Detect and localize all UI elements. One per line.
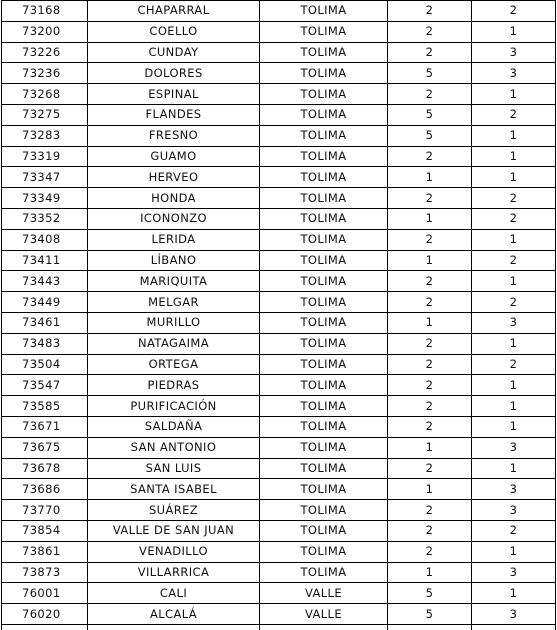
value-cell-col5: 1 xyxy=(472,541,556,562)
municipality-code-cell: 73200 xyxy=(2,21,88,42)
table-row xyxy=(2,604,556,625)
value-cell-col5: 1 xyxy=(472,583,556,604)
value-cell-col4: 5 xyxy=(388,604,472,625)
department-cell: TOLIMA xyxy=(260,312,388,333)
department-cell: TOLIMA xyxy=(260,146,388,167)
department-cell: TOLIMA xyxy=(260,208,388,229)
empty-cell xyxy=(472,624,556,630)
table-row xyxy=(2,312,556,333)
table-row xyxy=(2,84,556,105)
value-cell-col5: 1 xyxy=(472,458,556,479)
table-row xyxy=(2,63,556,84)
municipality-code-cell: 73268 xyxy=(2,84,88,105)
department-cell: TOLIMA xyxy=(260,354,388,375)
value-cell-col4: 5 xyxy=(388,104,472,125)
municipality-code-cell: 73547 xyxy=(2,375,88,396)
municipality-name-cell: CALI xyxy=(88,583,260,604)
value-cell-col5: 3 xyxy=(472,63,556,84)
municipality-code-cell: 73686 xyxy=(2,479,88,500)
value-cell-col5: 3 xyxy=(472,42,556,63)
municipality-code-cell: 73352 xyxy=(2,208,88,229)
municipality-name-cell: MELGAR xyxy=(88,292,260,313)
municipality-code-cell: 73461 xyxy=(2,312,88,333)
department-cell: TOLIMA xyxy=(260,104,388,125)
empty-cell xyxy=(388,624,472,630)
municipality-code-cell: 73349 xyxy=(2,188,88,209)
department-cell: TOLIMA xyxy=(260,229,388,250)
table-row xyxy=(2,229,556,250)
municipality-name-cell: COELLO xyxy=(88,21,260,42)
table-row xyxy=(2,541,556,562)
value-cell-col4: 2 xyxy=(388,42,472,63)
value-cell-col4: 2 xyxy=(388,84,472,105)
value-cell-col5: 2 xyxy=(472,1,556,22)
municipality-name-cell: LÍBANO xyxy=(88,250,260,271)
municipality-code-cell: 73168 xyxy=(2,1,88,22)
value-cell-col5: 3 xyxy=(472,604,556,625)
table-row xyxy=(2,250,556,271)
value-cell-col4: 2 xyxy=(388,292,472,313)
value-cell-col4: 2 xyxy=(388,1,472,22)
municipality-code-cell: 73770 xyxy=(2,500,88,521)
municipality-code-cell: 73675 xyxy=(2,437,88,458)
value-cell-col5: 2 xyxy=(472,208,556,229)
value-cell-col4: 1 xyxy=(388,562,472,583)
municipality-code-cell: 73283 xyxy=(2,125,88,146)
municipality-code-cell: 73226 xyxy=(2,42,88,63)
table-row xyxy=(2,292,556,313)
municipality-name-cell: LERIDA xyxy=(88,229,260,250)
municipality-code-cell: 73504 xyxy=(2,354,88,375)
value-cell-col4: 2 xyxy=(388,541,472,562)
value-cell-col4: 2 xyxy=(388,396,472,417)
value-cell-col4: 2 xyxy=(388,354,472,375)
municipality-name-cell: GUAMO xyxy=(88,146,260,167)
table-row xyxy=(2,333,556,354)
department-cell: VALLE xyxy=(260,604,388,625)
empty-cell xyxy=(260,624,388,630)
table-row xyxy=(2,42,556,63)
municipality-code-cell: 73861 xyxy=(2,541,88,562)
table-row xyxy=(2,375,556,396)
municipality-code-cell: 73483 xyxy=(2,333,88,354)
department-cell: TOLIMA xyxy=(260,188,388,209)
empty-cell xyxy=(88,624,260,630)
table-row xyxy=(2,21,556,42)
table-row xyxy=(2,104,556,125)
table-row xyxy=(2,354,556,375)
municipality-name-cell: SUÁREZ xyxy=(88,500,260,521)
department-cell: TOLIMA xyxy=(260,1,388,22)
department-cell: TOLIMA xyxy=(260,562,388,583)
department-cell: TOLIMA xyxy=(260,42,388,63)
department-cell: TOLIMA xyxy=(260,21,388,42)
value-cell-col4: 2 xyxy=(388,21,472,42)
municipality-name-cell: HONDA xyxy=(88,188,260,209)
table-row xyxy=(2,479,556,500)
department-cell: TOLIMA xyxy=(260,63,388,84)
municipality-name-cell: ALCALÁ xyxy=(88,604,260,625)
value-cell-col4: 2 xyxy=(388,229,472,250)
value-cell-col5: 3 xyxy=(472,562,556,583)
table-row xyxy=(2,437,556,458)
department-cell: TOLIMA xyxy=(260,333,388,354)
value-cell-col5: 2 xyxy=(472,354,556,375)
department-cell: TOLIMA xyxy=(260,416,388,437)
municipality-name-cell: FLANDES xyxy=(88,104,260,125)
table-row xyxy=(2,208,556,229)
municipality-name-cell: ICONONZO xyxy=(88,208,260,229)
municipality-name-cell: CHAPARRAL xyxy=(88,1,260,22)
table-row xyxy=(2,167,556,188)
department-cell: TOLIMA xyxy=(260,396,388,417)
municipality-code-cell: 73236 xyxy=(2,63,88,84)
table-row xyxy=(2,583,556,604)
municipality-name-cell: ORTEGA xyxy=(88,354,260,375)
table-row xyxy=(2,125,556,146)
value-cell-col5: 2 xyxy=(472,188,556,209)
table-body xyxy=(2,1,556,630)
department-cell: VALLE xyxy=(260,583,388,604)
department-cell: TOLIMA xyxy=(260,167,388,188)
value-cell-col5: 3 xyxy=(472,479,556,500)
value-cell-col4: 5 xyxy=(388,63,472,84)
municipality-name-cell: SALDAÑA xyxy=(88,416,260,437)
municipality-table xyxy=(1,0,556,630)
table-row xyxy=(2,458,556,479)
department-cell: TOLIMA xyxy=(260,479,388,500)
value-cell-col5: 2 xyxy=(472,104,556,125)
table-row xyxy=(2,271,556,292)
value-cell-col5: 3 xyxy=(472,312,556,333)
value-cell-col4: 5 xyxy=(388,583,472,604)
department-cell: TOLIMA xyxy=(260,271,388,292)
department-cell: TOLIMA xyxy=(260,520,388,541)
value-cell-col5: 1 xyxy=(472,84,556,105)
table-row xyxy=(2,562,556,583)
value-cell-col5: 2 xyxy=(472,520,556,541)
value-cell-col4: 2 xyxy=(388,500,472,521)
value-cell-col5: 1 xyxy=(472,21,556,42)
municipality-name-cell: SANTA ISABEL xyxy=(88,479,260,500)
value-cell-col4: 1 xyxy=(388,312,472,333)
value-cell-col5: 1 xyxy=(472,146,556,167)
department-cell: TOLIMA xyxy=(260,125,388,146)
value-cell-col5: 2 xyxy=(472,250,556,271)
department-cell: TOLIMA xyxy=(260,292,388,313)
value-cell-col4: 2 xyxy=(388,333,472,354)
value-cell-col4: 2 xyxy=(388,271,472,292)
municipality-code-cell: 73319 xyxy=(2,146,88,167)
table-row xyxy=(2,396,556,417)
value-cell-col5: 3 xyxy=(472,500,556,521)
department-cell: TOLIMA xyxy=(260,250,388,271)
table-row xyxy=(2,500,556,521)
municipality-name-cell: SAN ANTONIO xyxy=(88,437,260,458)
municipality-code-cell: 73678 xyxy=(2,458,88,479)
value-cell-col5: 1 xyxy=(472,229,556,250)
value-cell-col4: 2 xyxy=(388,146,472,167)
value-cell-col5: 1 xyxy=(472,396,556,417)
municipality-code-cell: 73408 xyxy=(2,229,88,250)
table-row xyxy=(2,188,556,209)
municipality-name-cell: FRESNO xyxy=(88,125,260,146)
department-cell: TOLIMA xyxy=(260,500,388,521)
table-row xyxy=(2,146,556,167)
value-cell-col4: 1 xyxy=(388,208,472,229)
value-cell-col4: 5 xyxy=(388,125,472,146)
municipality-code-cell: 76001 xyxy=(2,583,88,604)
municipality-code-cell: 76020 xyxy=(2,604,88,625)
table-row xyxy=(2,416,556,437)
municipality-code-cell: 73347 xyxy=(2,167,88,188)
municipality-code-cell: 73671 xyxy=(2,416,88,437)
municipality-name-cell: VILLARRICA xyxy=(88,562,260,583)
municipality-code-cell: 73873 xyxy=(2,562,88,583)
value-cell-col4: 2 xyxy=(388,458,472,479)
municipality-code-cell: 73275 xyxy=(2,104,88,125)
value-cell-col4: 1 xyxy=(388,250,472,271)
municipality-name-cell: ESPINAL xyxy=(88,84,260,105)
municipality-name-cell: CUNDAY xyxy=(88,42,260,63)
municipality-code-cell: 73854 xyxy=(2,520,88,541)
municipality-name-cell: PURIFICACIÓN xyxy=(88,396,260,417)
municipality-code-cell: 73449 xyxy=(2,292,88,313)
department-cell: TOLIMA xyxy=(260,437,388,458)
table-row-cut-off xyxy=(2,624,556,630)
value-cell-col5: 1 xyxy=(472,375,556,396)
value-cell-col4: 1 xyxy=(388,479,472,500)
value-cell-col5: 1 xyxy=(472,125,556,146)
municipality-name-cell: MURILLO xyxy=(88,312,260,333)
value-cell-col5: 3 xyxy=(472,437,556,458)
municipality-name-cell: NATAGAIMA xyxy=(88,333,260,354)
municipality-name-cell: VENADILLO xyxy=(88,541,260,562)
value-cell-col4: 1 xyxy=(388,167,472,188)
municipality-name-cell: PIEDRAS xyxy=(88,375,260,396)
empty-cell xyxy=(2,624,88,630)
table-row xyxy=(2,1,556,22)
municipality-name-cell: DOLORES xyxy=(88,63,260,84)
value-cell-col5: 1 xyxy=(472,167,556,188)
municipality-code-cell: 73585 xyxy=(2,396,88,417)
value-cell-col4: 2 xyxy=(388,416,472,437)
municipality-code-cell: 73443 xyxy=(2,271,88,292)
table-row xyxy=(2,520,556,541)
municipality-code-cell: 73411 xyxy=(2,250,88,271)
value-cell-col4: 2 xyxy=(388,520,472,541)
municipality-name-cell: VALLE DE SAN JUAN xyxy=(88,520,260,541)
municipality-name-cell: MARIQUITA xyxy=(88,271,260,292)
department-cell: TOLIMA xyxy=(260,84,388,105)
value-cell-col5: 1 xyxy=(472,416,556,437)
department-cell: TOLIMA xyxy=(260,541,388,562)
value-cell-col5: 1 xyxy=(472,333,556,354)
value-cell-col5: 2 xyxy=(472,292,556,313)
municipality-name-cell: SAN LUIS xyxy=(88,458,260,479)
municipality-name-cell: HERVEO xyxy=(88,167,260,188)
value-cell-col4: 1 xyxy=(388,437,472,458)
value-cell-col5: 1 xyxy=(472,271,556,292)
value-cell-col4: 2 xyxy=(388,188,472,209)
department-cell: TOLIMA xyxy=(260,375,388,396)
value-cell-col4: 2 xyxy=(388,375,472,396)
department-cell: TOLIMA xyxy=(260,458,388,479)
